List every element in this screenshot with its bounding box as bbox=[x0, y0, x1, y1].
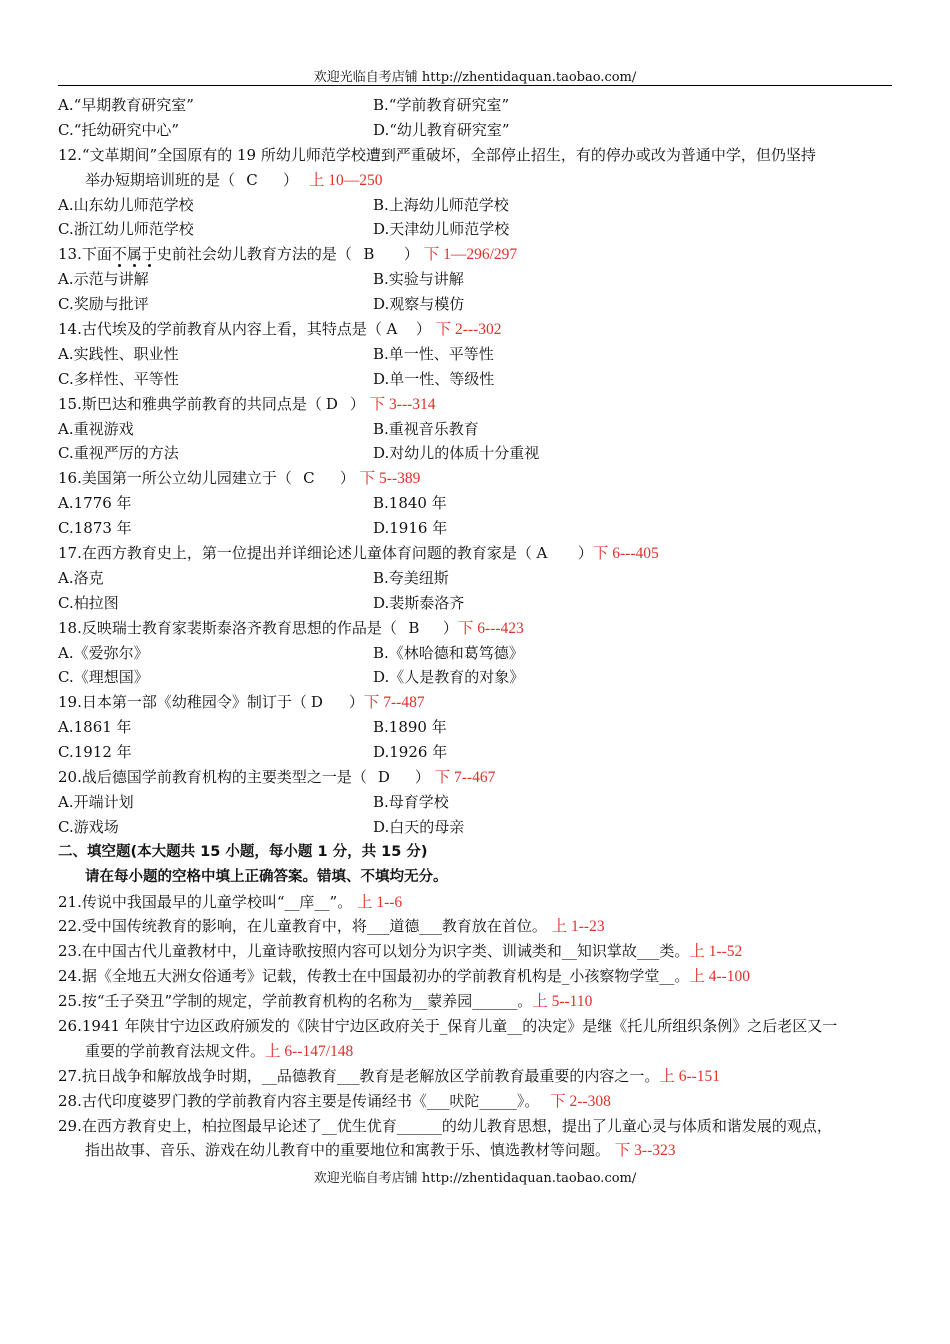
q14-options-row-1 bbox=[58, 342, 908, 367]
q13-close: ） bbox=[403, 245, 419, 264]
section-2-title: 二、填空题(本大题共 15 小题，每小题 1 分，共 15 分) bbox=[58, 843, 428, 860]
q17-stem bbox=[58, 541, 908, 566]
q14-option-d: D.单一性、等级性 bbox=[373, 369, 495, 388]
q11-options-row-1 bbox=[58, 93, 908, 118]
q19-stem bbox=[58, 690, 908, 715]
q12-options-row-2 bbox=[58, 217, 908, 242]
fill-q29-text: 指出故事、音乐、游戏在幼儿教育中的重要地位和寓教于乐、慎选教材等问题。 bbox=[85, 1141, 611, 1160]
q19-close: ） bbox=[348, 693, 364, 712]
fill-q24-text: 24.据《全地五大洲女俗通考》记载，传教士在中国最初办的学前教育机构是_小孩察物学堂__。 bbox=[58, 967, 690, 986]
page-header: 欢迎光临自考店铺 http://zhentidaquan.taobao.com/ bbox=[313, 70, 637, 85]
fill-q24-reference: 上 4--100 bbox=[689, 968, 751, 986]
q13-option-c: C.奖励与批评 bbox=[58, 295, 149, 314]
q11-option-d: D.“幼儿教育研究室” bbox=[373, 120, 510, 139]
q14-options-row-2 bbox=[58, 367, 908, 392]
section-2-instruction: 请在每小题的空格中填上正确答案。错填、不填均无分。 bbox=[85, 868, 448, 885]
q17-options-row-1 bbox=[58, 566, 908, 591]
fill-q28-text: 28.古代印度婆罗门教的学前教育内容主要是传诵经书《___吠陀_____》。 bbox=[58, 1091, 540, 1110]
q18-stem bbox=[58, 616, 908, 641]
q14-option-a: A.实践性、职业性 bbox=[58, 344, 179, 363]
q14-stem bbox=[58, 317, 908, 342]
q11-option-c: C.“托幼研究中心” bbox=[58, 120, 180, 139]
q20-answer: D bbox=[377, 768, 390, 787]
q13-pre: 13.下面 bbox=[58, 245, 112, 264]
q16-options-row-2 bbox=[58, 516, 908, 541]
header-rule bbox=[58, 85, 892, 86]
q15-answer: D bbox=[325, 394, 338, 413]
fill-q27-reference: 上 6--151 bbox=[659, 1067, 721, 1085]
q15-option-d: D.对幼儿的体质十分重视 bbox=[373, 444, 540, 463]
q18-close: ） bbox=[442, 618, 458, 637]
q15-stem bbox=[58, 392, 908, 417]
q19-text: 19.日本第一部《幼稚园令》制订于（ bbox=[58, 693, 307, 712]
q17-answer: A bbox=[536, 544, 548, 563]
fill-q26-reference: 上 6--147/148 bbox=[265, 1042, 354, 1060]
q15-reference: 下 3---314 bbox=[369, 395, 436, 413]
q19-reference: 下 7--487 bbox=[363, 694, 425, 712]
q15-options-row-1 bbox=[58, 417, 908, 442]
fill-q28-reference: 下 2--308 bbox=[550, 1092, 611, 1110]
fill-q21-text: 21.传说中我国最早的儿童学校叫“__庠__”。 bbox=[58, 892, 353, 911]
fill-q23 bbox=[58, 939, 908, 964]
fill-q28 bbox=[58, 1089, 908, 1114]
q17-option-b: B.夸美纽斯 bbox=[373, 568, 449, 587]
q19-options-row-1 bbox=[58, 715, 908, 740]
q14-close: ） bbox=[415, 320, 431, 339]
q17-close: ） bbox=[577, 544, 593, 563]
q20-text: 20.战后德国学前教育机构的主要类型之一是（ bbox=[58, 768, 367, 787]
q19-option-b: B.1890 年 bbox=[373, 718, 447, 737]
q16-option-d: D.1916 年 bbox=[373, 519, 448, 538]
q18-text: 18.反映瑞士教育家裴斯泰洛齐教育思想的作品是（ bbox=[58, 618, 397, 637]
q18-option-c: C.《理想国》 bbox=[58, 668, 149, 687]
q16-text: 16.美国第一所公立幼儿园建立于（ bbox=[58, 469, 292, 488]
q13-emphasis-1: 不 bbox=[111, 245, 127, 264]
q13-options-row-2 bbox=[58, 292, 908, 317]
q13-emphasis-3: 于 bbox=[141, 245, 157, 264]
q18-option-b: B.《林哈德和葛笃德》 bbox=[373, 643, 524, 662]
q16-answer: C bbox=[303, 469, 315, 488]
q11-options-row-2 bbox=[58, 118, 908, 143]
fill-q29-line-1: 29.在西方教育史上，柏拉图最早论述了__优生优育______的幼儿教育思想，提出了儿童心灵与体质和谐发展的观点， bbox=[58, 1116, 832, 1135]
q15-option-b: B.重视音乐教育 bbox=[373, 419, 479, 438]
q15-options-row-2 bbox=[58, 441, 908, 466]
q16-option-a: A.1776 年 bbox=[58, 494, 132, 513]
q18-reference: 下 6---423 bbox=[457, 619, 524, 637]
q12-stem: 12.“文革期间”全国原有的 19 所幼儿师范学校遭到严重破坏，全部停止招生，有的停办或改为普通中学，但仍坚持 bbox=[58, 145, 816, 164]
fill-q27 bbox=[58, 1064, 908, 1089]
q20-reference: 下 7--467 bbox=[434, 769, 496, 787]
q12-answer: C bbox=[246, 170, 258, 189]
q13-answer: B bbox=[363, 245, 375, 264]
q18-options-row-2 bbox=[58, 665, 908, 690]
q19-option-a: A.1861 年 bbox=[58, 718, 132, 737]
fill-q23-text: 23.在中国古代儿童教材中，儿童诗歌按照内容可以划分为识字类、训诫类和__知识掌故___类。 bbox=[58, 942, 690, 961]
q17-text: 17.在西方教育史上，第一位提出并详细论述儿童体育问题的教育家是（ bbox=[58, 544, 532, 563]
q14-answer: A bbox=[386, 320, 398, 339]
fill-q25 bbox=[58, 989, 908, 1014]
q13-reference: 下 1—296/297 bbox=[423, 246, 518, 264]
fill-q23-reference: 上 1--52 bbox=[689, 943, 743, 961]
q12-reference: 上 10—250 bbox=[308, 171, 383, 189]
q12-option-d: D.天津幼儿师范学校 bbox=[373, 220, 510, 239]
q20-option-c: C.游戏场 bbox=[58, 817, 119, 836]
q20-option-d: D.白天的母亲 bbox=[373, 817, 465, 836]
q17-option-c: C.柏拉图 bbox=[58, 593, 119, 612]
q17-reference: 下 6---405 bbox=[592, 545, 659, 563]
q19-option-d: D.1926 年 bbox=[373, 743, 448, 762]
fill-q29-reference: 下 3--323 bbox=[614, 1142, 676, 1160]
fill-q26-line-1: 26.1941 年陕甘宁边区政府颁发的《陕甘宁边区政府关于_保育儿童__的决定》是继《托儿所组织条例》之后老区又一 bbox=[58, 1016, 838, 1035]
q15-option-c: C.重视严厉的方法 bbox=[58, 444, 179, 463]
q12-option-a: A.山东幼儿师范学校 bbox=[58, 195, 194, 214]
fill-q21 bbox=[58, 890, 908, 915]
q13-emphasis-2: 属 bbox=[126, 245, 142, 264]
q18-options-row-1 bbox=[58, 641, 908, 666]
q20-close: ） bbox=[414, 768, 430, 787]
q14-text: 14.古代埃及的学前教育从内容上看，其特点是（ bbox=[58, 320, 382, 339]
q11-option-b: B.“学前教育研究室” bbox=[373, 96, 510, 114]
q20-options-row-2 bbox=[58, 815, 908, 840]
q16-reference: 下 5--389 bbox=[359, 470, 421, 488]
q13-stem bbox=[58, 242, 908, 267]
fill-q22-reference: 上 1--23 bbox=[551, 918, 605, 936]
q20-stem bbox=[58, 765, 908, 790]
q14-reference: 下 2---302 bbox=[435, 321, 502, 339]
document-body bbox=[58, 93, 908, 1163]
q12-option-b: B.上海幼儿师范学校 bbox=[373, 195, 509, 214]
q19-answer: D bbox=[310, 693, 323, 712]
q16-options-row-1 bbox=[58, 491, 908, 516]
q18-option-d: D.《人是教育的对象》 bbox=[373, 668, 525, 687]
q19-options-row-2 bbox=[58, 740, 908, 765]
q14-option-b: B.单一性、平等性 bbox=[373, 344, 494, 363]
q16-option-b: B.1840 年 bbox=[373, 494, 447, 513]
q16-close: ） bbox=[339, 469, 355, 488]
q13-option-a: A.示范与讲解 bbox=[58, 270, 149, 289]
q20-options-row-1 bbox=[58, 790, 908, 815]
q20-option-b: B.母育学校 bbox=[373, 792, 449, 811]
q14-option-c: C.多样性、平等性 bbox=[58, 369, 179, 388]
fill-q27-text: 27.抗日战争和解放战争时期，__品德教育___教育是老解放区学前教育最重要的内容之一。 bbox=[58, 1066, 660, 1085]
q13-options-row-1 bbox=[58, 267, 908, 292]
fill-q26-text: 重要的学前教育法规文件。 bbox=[85, 1041, 266, 1060]
q12-option-c: C.浙江幼儿师范学校 bbox=[58, 220, 194, 239]
fill-q22 bbox=[58, 914, 908, 939]
q16-option-c: C.1873 年 bbox=[58, 519, 132, 538]
q15-option-a: A.重视游戏 bbox=[58, 419, 134, 438]
q17-options-row-2 bbox=[58, 591, 908, 616]
fill-q29-line-2 bbox=[58, 1138, 908, 1163]
q12-options-row-1 bbox=[58, 193, 908, 218]
q16-stem bbox=[58, 466, 908, 491]
fill-q26-line-2 bbox=[58, 1039, 908, 1064]
q12-stem-cont bbox=[58, 168, 908, 193]
q19-option-c: C.1912 年 bbox=[58, 743, 132, 762]
q18-answer: B bbox=[408, 618, 420, 637]
fill-q22-text: 22.受中国传统教育的影响，在儿童教育中，将___道德___教育放在首位。 bbox=[58, 917, 547, 936]
q17-option-d: D.裴斯泰洛齐 bbox=[373, 593, 465, 612]
q17-option-a: A.洛克 bbox=[58, 568, 104, 587]
q15-text: 15.斯巴达和雅典学前教育的共同点是（ bbox=[58, 394, 322, 413]
q12-close: ） bbox=[283, 170, 299, 189]
q18-option-a: A.《爱弥尔》 bbox=[58, 643, 149, 662]
page-footer: 欢迎光临自考店铺 http://zhentidaquan.taobao.com/ bbox=[313, 1171, 637, 1186]
q13-post: 史前社会幼儿教育方法的是（ bbox=[156, 245, 352, 264]
q15-close: ） bbox=[349, 394, 365, 413]
q20-option-a: A.开端计划 bbox=[58, 792, 134, 811]
q11-option-a: A.“早期教育研究室” bbox=[58, 96, 194, 114]
q12-stem-text: 举办短期培训班的是（ bbox=[85, 170, 236, 189]
fill-q25-text: 25.按“壬子癸丑”学制的规定，学前教育机构的名称为__蒙养园______。 bbox=[58, 992, 533, 1011]
fill-q24 bbox=[58, 964, 908, 989]
fill-q25-reference: 上 5--110 bbox=[532, 993, 593, 1011]
q13-option-b: B.实验与讲解 bbox=[373, 270, 464, 289]
q13-option-d: D.观察与模仿 bbox=[373, 295, 465, 314]
fill-q21-reference: 上 1--6 bbox=[356, 893, 403, 911]
